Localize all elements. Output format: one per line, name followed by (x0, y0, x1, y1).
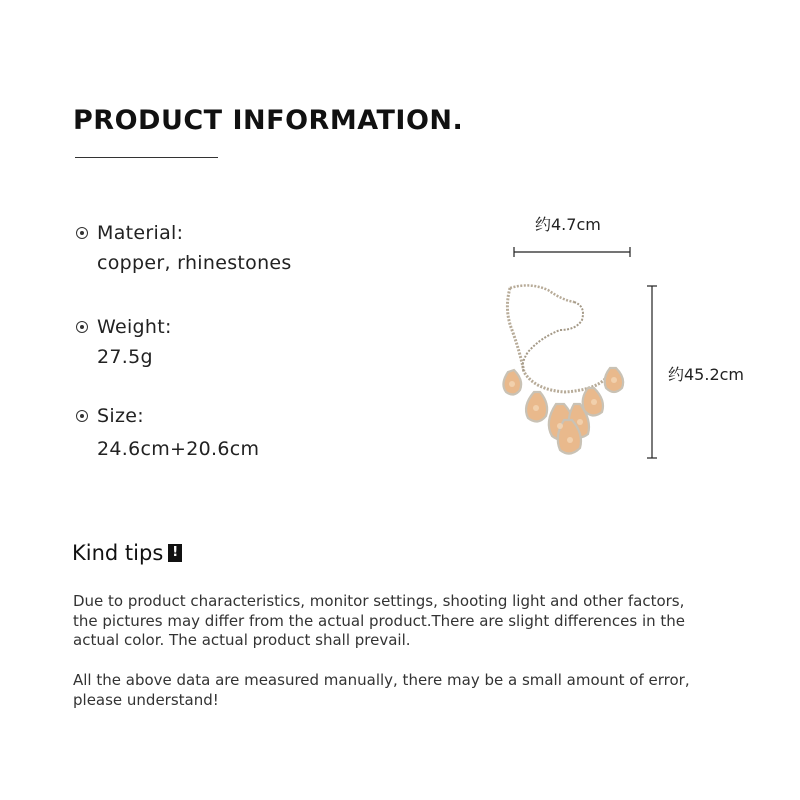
page-title: PRODUCT INFORMATION. (73, 105, 464, 136)
spec-size (76, 405, 259, 460)
tips-paragraph-1: Due to product characteristics, monitor settings, shooting light and other factors, the pictures may differ from the actual product.There are slight differences in the actual color. The actual product shall prevail. (73, 592, 685, 649)
bullet-icon (76, 410, 88, 422)
width-dimension-label: 约4.7cm (535, 215, 601, 234)
height-dimension-line (646, 285, 658, 459)
spec-label: Size: (97, 405, 144, 427)
necklace-product-image (490, 280, 640, 460)
kind-tips-heading (72, 541, 182, 565)
spec-weight (76, 316, 172, 368)
height-dimension-label: 约45.2cm (668, 365, 745, 384)
bullet-icon (76, 321, 88, 333)
spec-value: 27.5g (97, 346, 153, 368)
warning-icon: ! (168, 544, 182, 562)
width-dimension-line (513, 246, 631, 258)
tips-paragraph-2: All the above data are measured manually, there may be a small amount of error, please understand! (73, 671, 690, 709)
spec-value: 24.6cm+20.6cm (97, 438, 260, 460)
spec-label: Weight: (97, 316, 172, 338)
spec-value: copper, rhinestones (97, 252, 292, 274)
kind-tips-label: Kind tips (72, 541, 164, 565)
bullet-icon (76, 227, 88, 239)
spec-label: Material: (97, 222, 184, 244)
spec-material (76, 222, 292, 274)
title-divider (75, 157, 218, 158)
